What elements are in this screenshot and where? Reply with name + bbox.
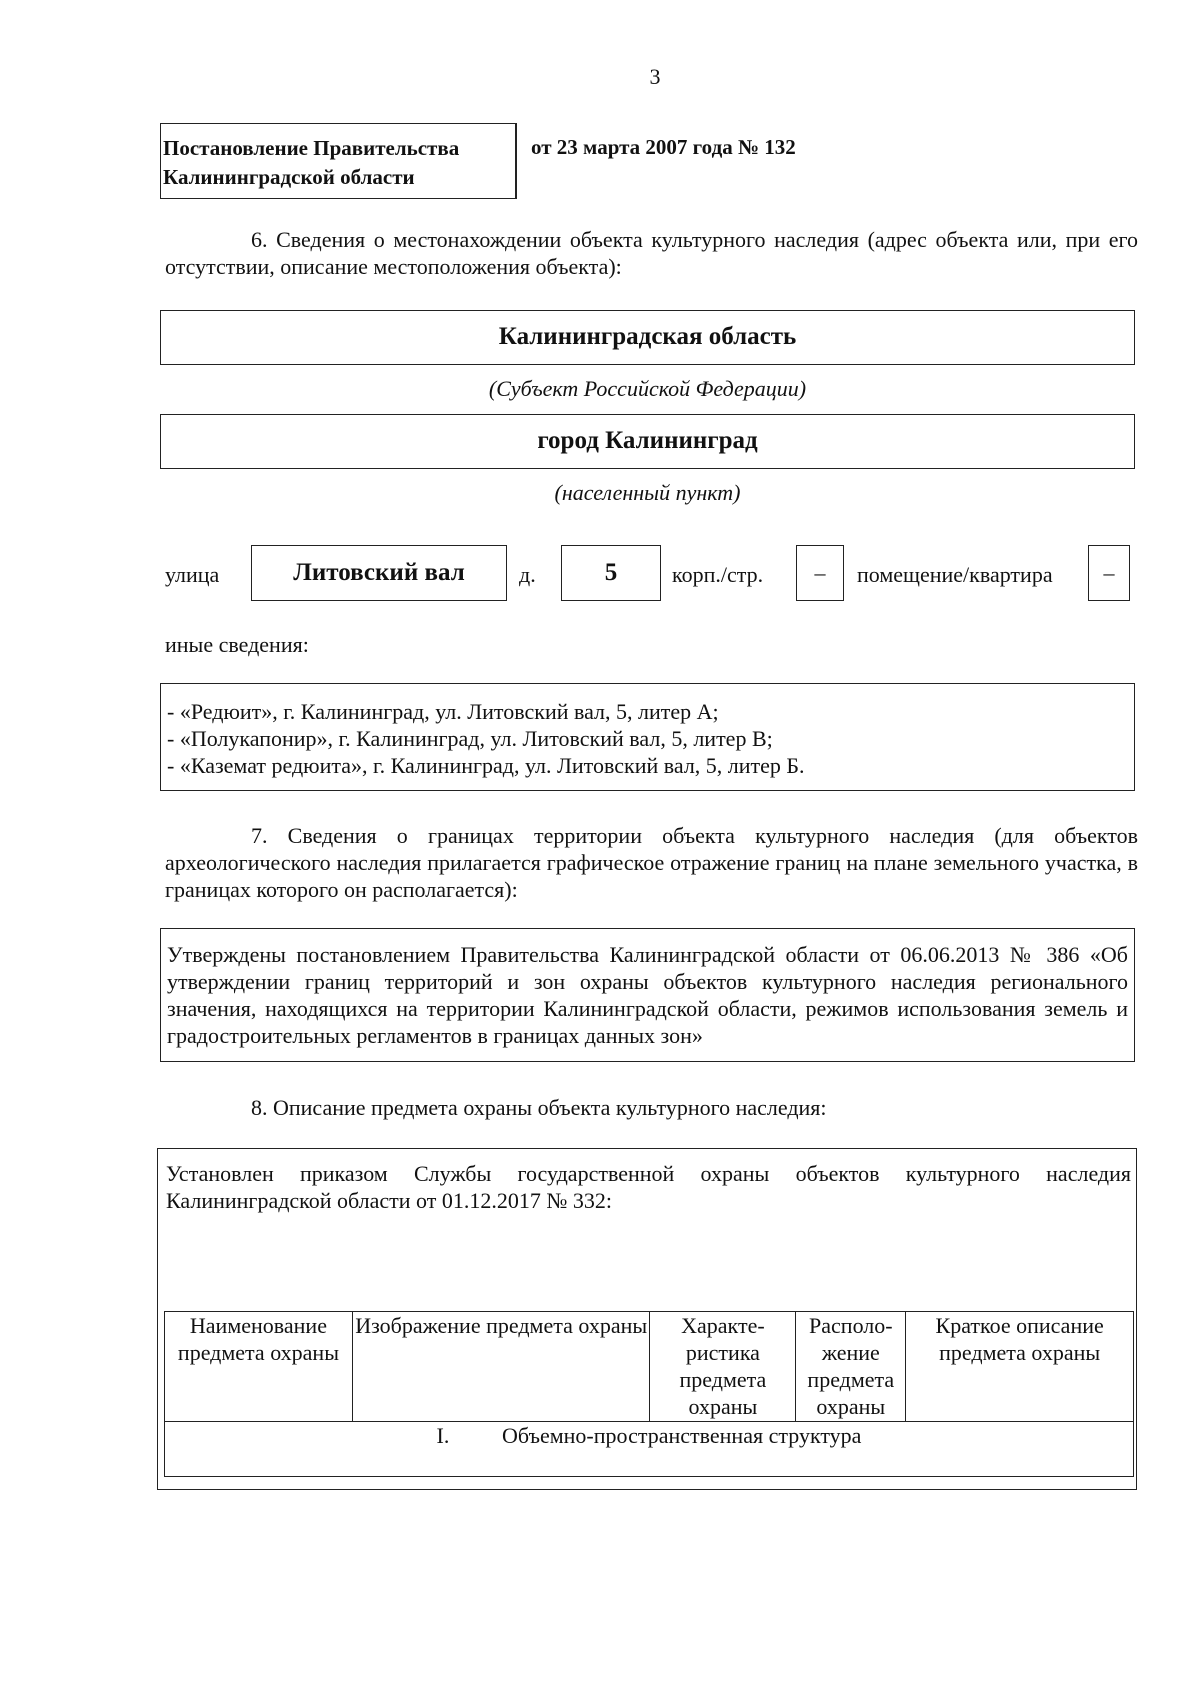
locality-box: город Калининград [160, 414, 1135, 469]
section-roman-numeral: I. [436, 1423, 450, 1448]
section8-text: Описание предмета охраны объекта культурного наследия: [273, 1095, 827, 1120]
house-value: 5 [561, 545, 661, 601]
section6-text: Сведения о местонахождении объекта культурного наследия (адрес объекта или, при его отсутствии, описание местоположения объекта): [165, 227, 1138, 279]
street-label: улица [165, 562, 220, 587]
table-section-heading [437, 1422, 862, 1449]
table-header-location: Располо-жение предмета охраны [796, 1312, 906, 1422]
section7-number: 7. [251, 823, 268, 848]
other-info-line-2: - «Полукапонир», г. Калининград, ул. Литовский вал, 5, литер В; [167, 726, 773, 751]
other-info-box [160, 683, 1135, 791]
region-caption: (Субъект Российской Федерации) [488, 376, 807, 401]
table-section-cell [165, 1422, 1134, 1477]
section6-number: 6. [251, 227, 268, 252]
page-number: 3 [649, 64, 661, 89]
protection-subject-order-text: Установлен приказом Службы государственной охраны объектов культурного наследия Калининградской области от 01.12.2017 № 332: [166, 1161, 1131, 1213]
section8-paragraph [165, 1094, 1138, 1121]
other-info-label: иные сведения: [165, 632, 309, 657]
table-header-image: Изображение предмета охраны [352, 1312, 650, 1422]
apartment-value: – [1088, 545, 1130, 601]
locality-caption: (населенный пункт) [554, 480, 741, 505]
protection-subject-table [164, 1311, 1134, 1477]
regulation-box [160, 123, 516, 199]
regulation-line2: Калининградской области [163, 165, 415, 189]
section6-paragraph [165, 226, 1138, 280]
table-header-characteristic: Характе-ристика предмета охраны [650, 1312, 796, 1422]
table-header-name: Наименование предмета охраны [165, 1312, 353, 1422]
house-label: д. [519, 562, 536, 587]
region-box: Калининградская область [160, 310, 1135, 365]
table-header-description: Краткое описание предмета охраны [906, 1312, 1134, 1422]
building-label: корп./стр. [672, 562, 764, 587]
regulation-line1: Постановление Правительства [163, 136, 460, 160]
other-info-line-3: - «Каземат редюита», г. Калининград, ул. Литовский вал, 5, литер Б. [167, 753, 805, 778]
regulation-reference: от 23 марта 2007 года № 132 [516, 123, 796, 199]
section-title: Объемно-пространственная структура [502, 1423, 862, 1448]
section7-paragraph [165, 822, 1138, 903]
street-value: Литовский вал [251, 545, 507, 601]
other-info-line-1: - «Редюит», г. Калининград, ул. Литовский вал, 5, литер А; [167, 699, 719, 724]
table-row [165, 1422, 1134, 1477]
building-value: – [796, 545, 844, 601]
section8-number: 8. [251, 1095, 268, 1120]
section7-text: Сведения о границах территории объекта культурного наследия (для объектов археологического наследия прилагается графическое отражение границ на плане земельного участка, в границах которого он располагается): [165, 823, 1138, 902]
boundaries-box: Утверждены постановлением Правительства Калининградской области от 06.06.2013 № 386 «Об утверждении границ территорий и зон охраны объектов культурного наследия регионального значения, находящихся на территории Калининградской области, режимов использования земель и градостроительных регламентов в границах данных зон» [160, 928, 1135, 1062]
apartment-label: помещение/квартира [857, 562, 1053, 587]
